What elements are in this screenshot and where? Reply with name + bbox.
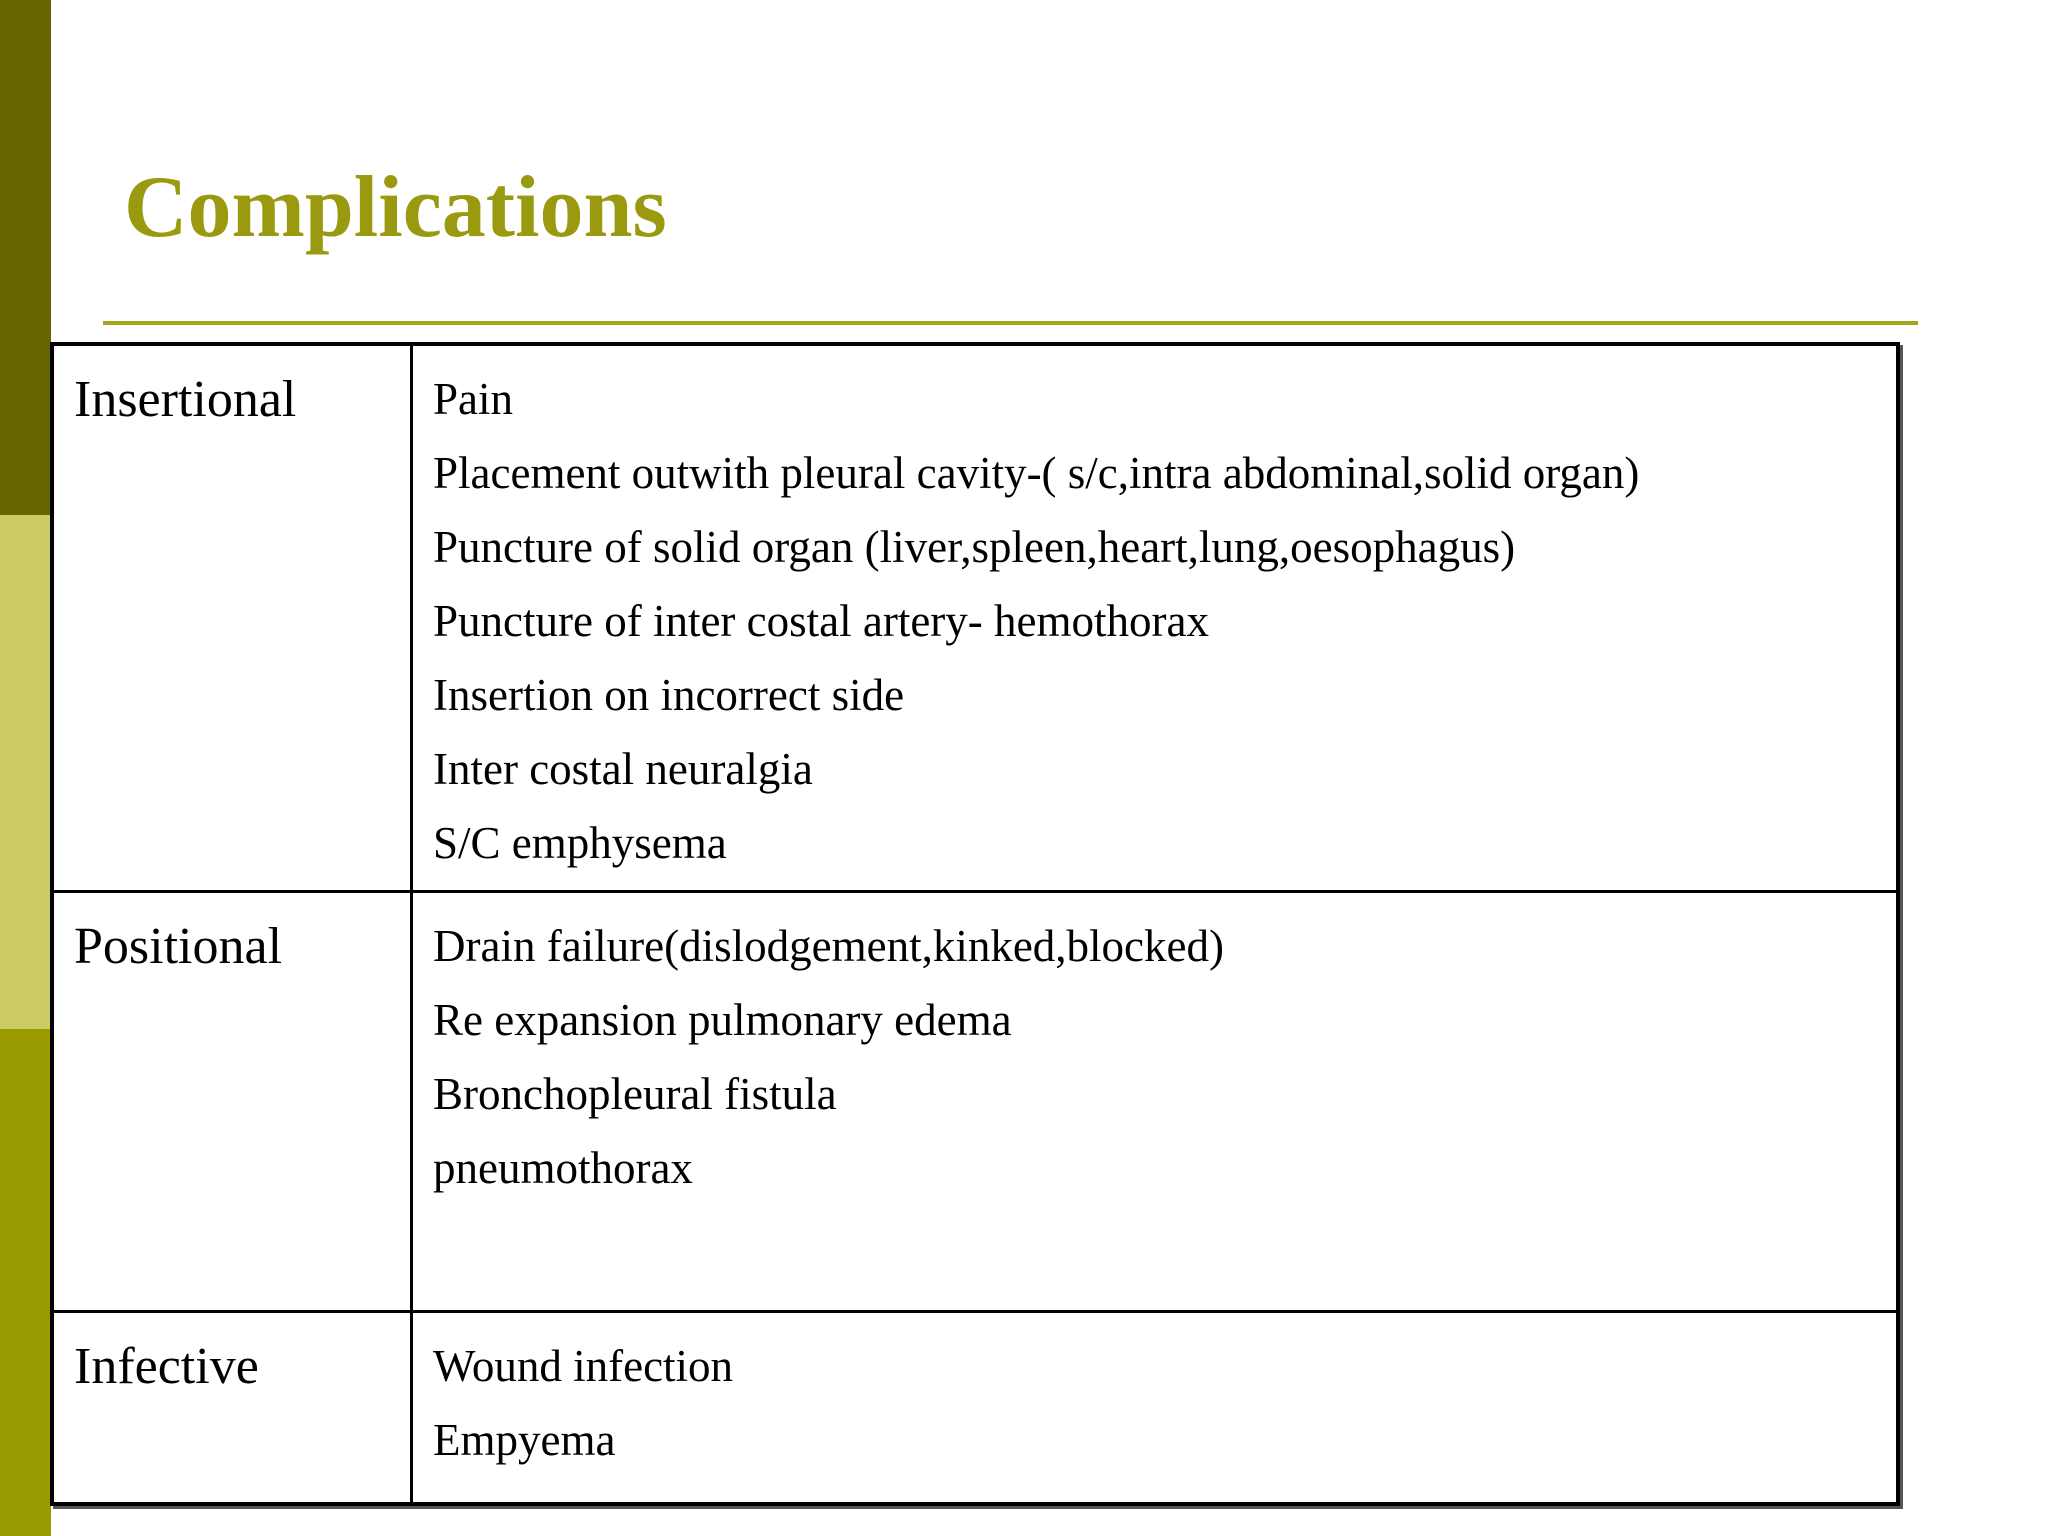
list-item: Empyema — [433, 1415, 616, 1465]
list-item: Puncture of solid organ (liver,spleen,heart,lung,oesophagus) — [433, 522, 1516, 572]
list-item: Bronchopleural fistula — [433, 1069, 837, 1119]
category-cell: Insertional — [54, 346, 413, 893]
list-item: Insertion on incorrect side — [433, 670, 905, 720]
list-item: Re expansion pulmonary edema — [433, 995, 1012, 1045]
list-item: Pain — [433, 374, 514, 424]
items-cell — [413, 346, 1896, 893]
list-item: S/C emphysema — [433, 818, 727, 868]
list-item: Placement outwith pleural cavity-( s/c,intra abdominal,solid organ) — [433, 448, 1640, 498]
list-item: Inter costal neuralgia — [433, 744, 813, 794]
complications-table — [50, 342, 1900, 1506]
list-item: Puncture of inter costal artery- hemothorax — [433, 596, 1209, 646]
list-item: pneumothorax — [433, 1143, 693, 1193]
title-underline — [103, 321, 1918, 325]
items-cell — [413, 893, 1896, 1313]
accent-bar-middle — [0, 515, 51, 1029]
category-cell: Positional — [54, 893, 413, 1313]
accent-bar-top — [0, 0, 51, 515]
category-cell: Infective — [54, 1313, 413, 1502]
slide-title: Complications — [124, 159, 667, 256]
list-item: Wound infection — [433, 1341, 734, 1391]
items-cell — [413, 1313, 1896, 1502]
list-item: Drain failure(dislodgement,kinked,blocked) — [433, 921, 1224, 971]
accent-bar-bottom — [0, 1029, 51, 1536]
